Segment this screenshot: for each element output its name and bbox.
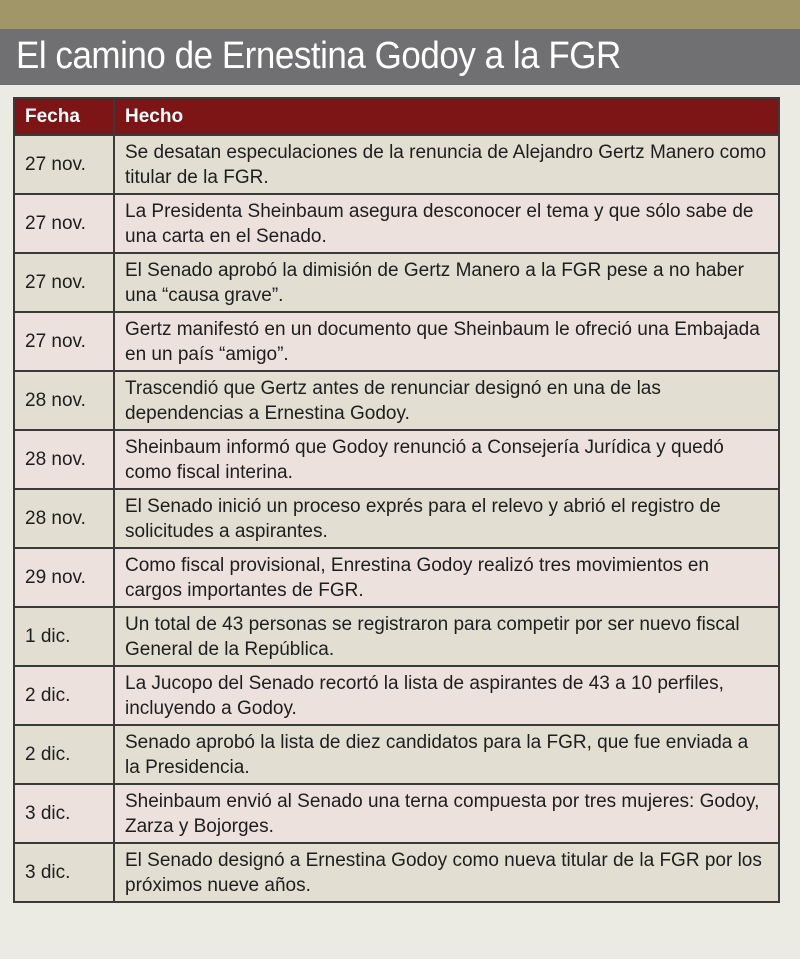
fecha-cell: 2 dic. — [14, 725, 114, 784]
fecha-cell: 29 nov. — [14, 548, 114, 607]
fecha-cell: 3 dic. — [14, 843, 114, 902]
header-hecho: Hecho — [114, 98, 779, 135]
hecho-cell: La Jucopo del Senado recortó la lista de aspirantes de 43 a 10 perfiles, incluyendo a Godoy. — [114, 666, 779, 725]
table-row — [14, 607, 779, 666]
title-bar — [0, 29, 800, 85]
table-row — [14, 430, 779, 489]
hecho-cell: Como fiscal provisional, Enrestina Godoy realizó tres movimientos en cargos importantes de FGR. — [114, 548, 779, 607]
fecha-cell: 28 nov. — [14, 430, 114, 489]
hecho-cell: Un total de 43 personas se registraron para competir por ser nuevo fiscal General de la República. — [114, 607, 779, 666]
table-row — [14, 253, 779, 312]
fecha-cell: 28 nov. — [14, 489, 114, 548]
table-row — [14, 135, 779, 194]
fecha-cell: 28 nov. — [14, 371, 114, 430]
hecho-cell: Sheinbaum envió al Senado una terna compuesta por tres mujeres: Godoy, Zarza y Bojorges. — [114, 784, 779, 843]
table-row — [14, 666, 779, 725]
table-row — [14, 548, 779, 607]
header-row — [14, 98, 779, 135]
fecha-cell: 3 dic. — [14, 784, 114, 843]
timeline-table — [13, 97, 780, 903]
fecha-cell: 1 dic. — [14, 607, 114, 666]
fecha-cell: 27 nov. — [14, 312, 114, 371]
fecha-cell: 27 nov. — [14, 135, 114, 194]
fecha-cell: 2 dic. — [14, 666, 114, 725]
table-row — [14, 489, 779, 548]
top-decorative-band — [0, 0, 800, 29]
table-row — [14, 194, 779, 253]
hecho-cell: El Senado aprobó la dimisión de Gertz Manero a la FGR pese a no haber una “causa grave”. — [114, 253, 779, 312]
hecho-cell: Senado aprobó la lista de diez candidatos para la FGR, que fue enviada a la Presidencia. — [114, 725, 779, 784]
table-row — [14, 371, 779, 430]
table-row — [14, 725, 779, 784]
table-row — [14, 843, 779, 902]
fecha-cell: 27 nov. — [14, 194, 114, 253]
hecho-cell: Gertz manifestó en un documento que Sheinbaum le ofreció una Embajada en un país “amigo”. — [114, 312, 779, 371]
hecho-cell: El Senado designó a Ernestina Godoy como nueva titular de la FGR por los próximos nueve años. — [114, 843, 779, 902]
table-row — [14, 312, 779, 371]
hecho-cell: El Senado inició un proceso exprés para el relevo y abrió el registro de solicitudes a aspirantes. — [114, 489, 779, 548]
hecho-cell: Trascendió que Gertz antes de renunciar designó en una de las dependencias a Ernestina Godoy. — [114, 371, 779, 430]
header-fecha: Fecha — [14, 98, 114, 135]
hecho-cell: Sheinbaum informó que Godoy renunció a Consejería Jurídica y quedó como fiscal interina. — [114, 430, 779, 489]
fecha-cell: 27 nov. — [14, 253, 114, 312]
hecho-cell: La Presidenta Sheinbaum asegura desconocer el tema y que sólo sabe de una carta en el Senado. — [114, 194, 779, 253]
hecho-cell: Se desatan especulaciones de la renuncia de Alejandro Gertz Manero como titular de la FGR. — [114, 135, 779, 194]
table-row — [14, 784, 779, 843]
page-title: El camino de Ernestina Godoy a la FGR — [16, 35, 621, 77]
